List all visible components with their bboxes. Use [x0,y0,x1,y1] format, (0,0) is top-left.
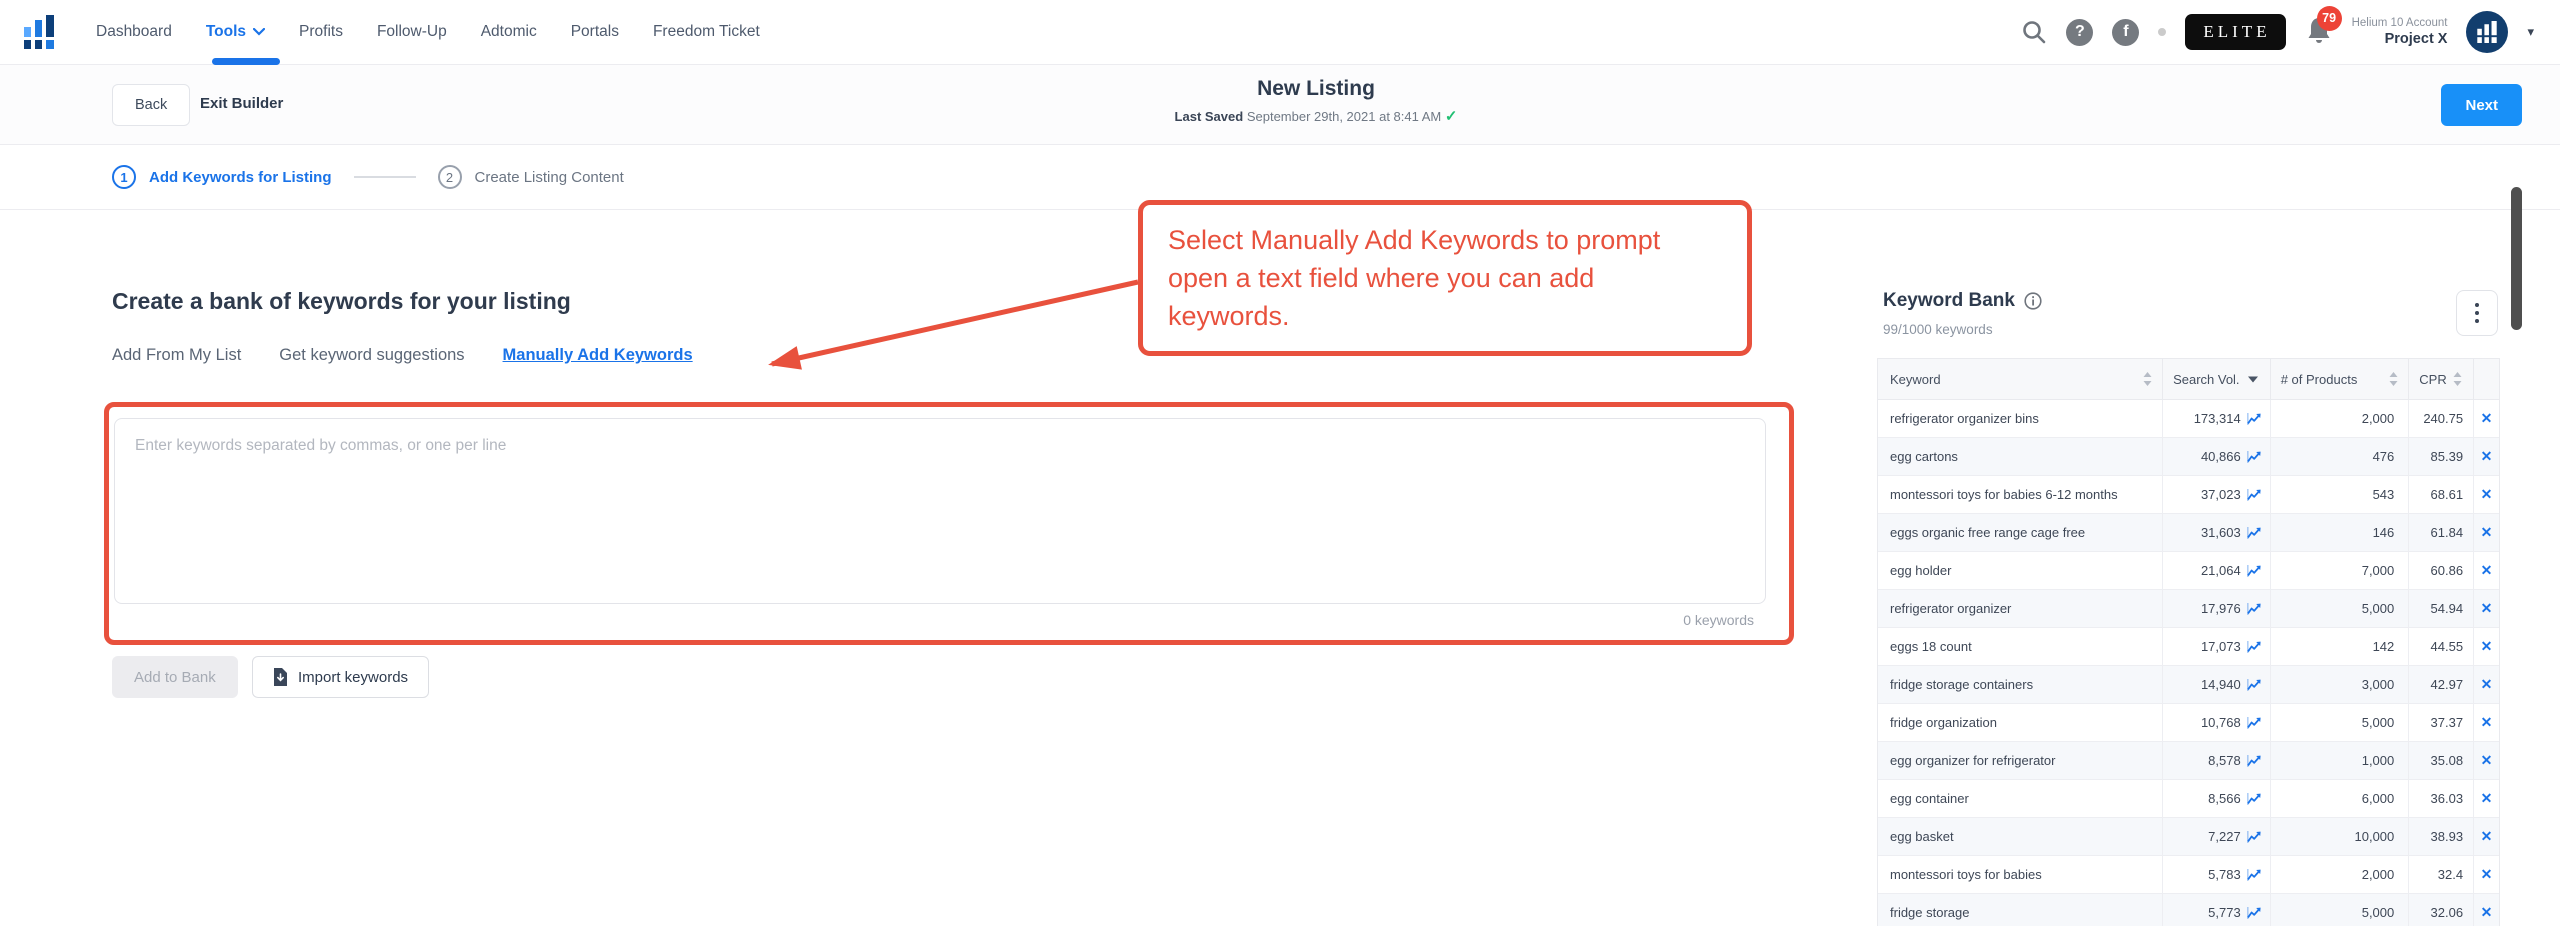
trend-chart-icon[interactable] [2247,907,2262,919]
keyword-cell: fridge storage [1890,905,1970,920]
products-cell: 2,000 [2270,856,2409,893]
column-header-products[interactable] [2270,359,2409,399]
back-button[interactable]: Back [112,84,190,126]
delete-keyword-button[interactable]: ✕ [2473,438,2499,475]
nav-item-follow-up[interactable]: Follow-Up [376,23,447,40]
keyword-cell: egg holder [1890,563,1952,578]
step-add-keywords[interactable] [112,165,332,189]
table-row [1878,666,2499,704]
notification-count-badge: 79 [2317,6,2342,31]
search-vol-cell [2162,856,2270,893]
column-header-search-vol[interactable] [2162,359,2270,399]
page-title: New Listing [1257,77,1375,100]
listing-title-block [1175,77,1458,125]
nav-item-dashboard[interactable]: Dashboard [96,23,172,40]
cpr-cell: 32.06 [2408,894,2473,926]
account-menu-caret-icon[interactable]: ▾ [2527,24,2534,39]
products-cell: 6,000 [2270,780,2409,817]
products-cell: 7,000 [2270,552,2409,589]
vertical-scrollbar-thumb[interactable] [2511,187,2522,330]
avatar-logo-icon [2477,21,2497,43]
trend-chart-icon[interactable] [2247,565,2262,577]
tab-get-keyword-suggestions[interactable]: Get keyword suggestions [279,346,465,364]
search-vol-value: 31,603 [2200,525,2241,540]
products-cell: 5,000 [2270,894,2409,926]
nav-item-adtomic[interactable]: Adtomic [480,23,537,40]
step-2-circle: 2 [438,165,462,189]
main-nav-items [96,23,760,41]
products-cell: 2,000 [2270,400,2409,437]
keyword-count-label: 0 keywords [1683,612,1754,628]
delete-keyword-button[interactable]: ✕ [2473,818,2499,855]
nav-right-controls [2021,11,2560,53]
step-1-circle: 1 [112,165,136,189]
table-row [1878,590,2499,628]
nav-item-profits[interactable]: Profits [299,23,343,40]
cpr-cell: 68.61 [2408,476,2473,513]
cpr-cell: 38.93 [2408,818,2473,855]
products-cell: 10,000 [2270,818,2409,855]
active-nav-underline [212,58,280,65]
trend-chart-icon[interactable] [2247,527,2262,539]
search-vol-column-label: Search Vol. [2173,371,2240,387]
cpr-cell: 32.4 [2408,856,2473,893]
search-vol-cell [2162,628,2270,665]
search-vol-cell [2162,742,2270,779]
step-2-label: Create Listing Content [474,168,624,186]
trend-chart-icon[interactable] [2247,413,2262,425]
account-info[interactable] [2352,16,2448,49]
delete-keyword-button[interactable]: ✕ [2473,780,2499,817]
top-navigation-bar [0,0,2560,65]
column-header-cpr[interactable] [2408,359,2473,399]
nav-item-freedom-ticket[interactable]: Freedom Ticket [652,23,760,40]
sort-desc-icon [2248,376,2258,383]
search-vol-value: 5,773 [2208,905,2241,920]
account-type-label: Helium 10 Account [2351,16,2448,29]
search-vol-value: 37,023 [2200,487,2241,502]
products-cell: 476 [2270,438,2409,475]
products-column-label: # of Products [2280,371,2358,387]
cpr-cell: 61.84 [2408,514,2473,551]
search-vol-cell [2162,894,2270,926]
table-row [1878,476,2499,514]
keyword-cell: montessori toys for babies 6-12 months [1890,487,2118,502]
cpr-column-label: CPR [2419,371,2447,387]
tab-manually-add-keywords[interactable]: Manually Add Keywords [502,346,693,364]
cpr-cell: 37.37 [2408,704,2473,741]
keyword-cell: egg cartons [1890,449,1958,464]
keyword-cell: fridge storage containers [1890,677,2034,692]
status-dot [2158,28,2166,36]
nav-item-portals[interactable]: Portals [570,23,619,40]
helium10-logo[interactable] [24,15,54,49]
cpr-cell: 36.03 [2408,780,2473,817]
search-vol-value: 7,227 [2208,829,2241,844]
annotation-callout-box: Select Manually Add Keywords to prompt open a text field where you can add keywords. [1138,200,1752,356]
search-vol-value: 10,768 [2200,715,2241,730]
file-import-icon [273,668,288,686]
table-row [1878,742,2499,780]
trend-chart-icon[interactable] [2247,641,2262,653]
keyword-cell: egg organizer for refrigerator [1890,753,2056,768]
table-row [1878,894,2499,926]
products-cell: 146 [2270,514,2409,551]
annotation-arrow [730,255,1150,380]
cpr-cell: 44.55 [2408,628,2473,665]
table-row [1878,400,2499,438]
delete-keyword-button[interactable]: ✕ [2473,628,2499,665]
keyword-cell: egg basket [1890,829,1954,844]
delete-keyword-button[interactable]: ✕ [2473,400,2499,437]
keyword-bank-table [1877,358,2500,926]
keyword-bank-title [1883,290,2042,312]
search-vol-value: 173,314 [2193,411,2241,426]
table-row [1878,704,2499,742]
tab-add-from-my-list[interactable]: Add From My List [112,346,242,364]
products-cell: 5,000 [2270,590,2409,627]
add-to-bank-button[interactable]: Add to Bank [112,656,238,698]
search-vol-value: 40,866 [2200,449,2241,464]
notifications-bell[interactable] [2305,11,2337,50]
trend-chart-icon[interactable] [2247,831,2262,843]
trend-chart-icon[interactable] [2247,717,2262,729]
keyword-bank-heading: Create a bank of keywords for your listing [112,288,571,314]
products-cell: 142 [2270,628,2409,665]
keyword-table-header [1878,358,2499,400]
trend-chart-icon[interactable] [2247,755,2262,767]
cpr-cell: 85.39 [2408,438,2473,475]
step-connector-line [354,176,416,178]
delete-keyword-button[interactable]: ✕ [2473,476,2499,513]
manual-keywords-textarea[interactable] [114,418,1766,604]
trend-chart-icon[interactable] [2247,679,2262,691]
chevron-down-icon [253,28,265,36]
search-vol-cell [2162,666,2270,703]
saved-check-icon: ✓ [1444,108,1458,125]
search-vol-cell [2162,476,2270,513]
trend-chart-icon[interactable] [2247,489,2262,501]
delete-keyword-button[interactable]: ✕ [2473,894,2499,926]
keyword-cell: eggs 18 count [1890,639,1972,654]
step-create-listing-content[interactable] [438,165,624,189]
delete-keyword-button[interactable]: ✕ [2473,514,2499,551]
delete-keyword-button[interactable]: ✕ [2473,666,2499,703]
search-vol-value: 5,783 [2208,867,2241,882]
import-keywords-button[interactable] [252,656,429,698]
step-1-label: Add Keywords for Listing [149,168,332,186]
keyword-source-tabs [112,346,693,365]
cpr-cell: 35.08 [2408,742,2473,779]
search-vol-cell [2162,704,2270,741]
trend-chart-icon[interactable] [2247,451,2262,463]
account-avatar[interactable] [2466,11,2508,53]
last-saved-label: Last Saved [1174,109,1244,124]
column-header-delete [2473,359,2499,399]
last-saved-status [1175,107,1458,125]
search-vol-cell [2162,400,2270,437]
info-icon[interactable] [2024,292,2042,310]
sort-icon [2453,372,2462,386]
delete-keyword-button[interactable]: ✕ [2473,590,2499,627]
builder-header-bar [0,65,2560,145]
helium10-logo-icon [24,15,54,49]
cpr-cell: 54.94 [2408,590,2473,627]
keyword-bank-count: 99/1000 keywords [1883,322,1993,337]
nav-item-tools[interactable] [206,23,265,41]
cpr-cell: 60.86 [2408,552,2473,589]
search-vol-value: 8,578 [2208,753,2241,768]
search-vol-value: 8,566 [2208,791,2241,806]
search-vol-cell [2162,590,2270,627]
import-keywords-label: Import keywords [298,668,409,686]
search-vol-value: 14,940 [2200,677,2241,692]
keyword-bank-menu-button[interactable] [2456,290,2498,336]
account-name: Project X [2384,31,2448,48]
keyword-cell: refrigerator organizer bins [1890,411,2039,426]
keyword-cell: egg container [1890,791,1969,806]
table-row [1878,438,2499,476]
search-vol-cell [2162,552,2270,589]
table-row [1878,628,2499,666]
keyword-cell: montessori toys for babies [1890,867,2042,882]
keyword-cell: fridge organization [1890,715,1997,730]
trend-chart-icon[interactable] [2247,793,2262,805]
trend-chart-icon[interactable] [2247,869,2262,881]
keyword-cell: refrigerator organizer [1890,601,2012,616]
products-cell: 1,000 [2270,742,2409,779]
products-cell: 3,000 [2270,666,2409,703]
delete-keyword-button[interactable]: ✕ [2473,742,2499,779]
next-button[interactable]: Next [2441,84,2522,126]
search-vol-value: 17,073 [2200,639,2241,654]
sort-icon [2143,372,2152,386]
delete-keyword-button[interactable]: ✕ [2473,552,2499,589]
keyword-cell: eggs organic free range cage free [1890,525,2086,540]
cpr-cell: 42.97 [2408,666,2473,703]
sort-icon [2389,372,2398,386]
search-vol-cell [2162,780,2270,817]
trend-chart-icon[interactable] [2247,603,2262,615]
cpr-cell: 240.75 [2408,400,2473,437]
elite-plan-badge[interactable]: ELITE [2185,14,2285,50]
keyword-table-body [1878,400,2499,926]
search-vol-value: 17,976 [2200,601,2241,616]
search-icon[interactable] [2021,19,2047,45]
products-cell: 543 [2270,476,2409,513]
search-vol-cell [2162,514,2270,551]
table-row [1878,818,2499,856]
table-row [1878,514,2499,552]
table-row [1878,780,2499,818]
search-vol-cell [2162,438,2270,475]
facebook-icon[interactable]: f [2112,19,2139,46]
products-cell: 5,000 [2270,704,2409,741]
delete-keyword-button[interactable]: ✕ [2473,704,2499,741]
keyword-bank-title-text: Keyword Bank [1883,290,2015,311]
exit-builder-button[interactable]: Exit Builder [200,95,284,112]
search-vol-value: 21,064 [2200,563,2241,578]
help-icon[interactable]: ? [2066,19,2093,46]
nav-item-tools-label: Tools [205,23,247,40]
delete-keyword-button[interactable]: ✕ [2473,856,2499,893]
keyword-column-label: Keyword [1890,371,1941,387]
table-row [1878,856,2499,894]
search-vol-cell [2162,818,2270,855]
column-header-keyword[interactable] [1878,359,2162,399]
table-row [1878,552,2499,590]
last-saved-value: September 29th, 2021 at 8:41 AM [1246,109,1442,124]
